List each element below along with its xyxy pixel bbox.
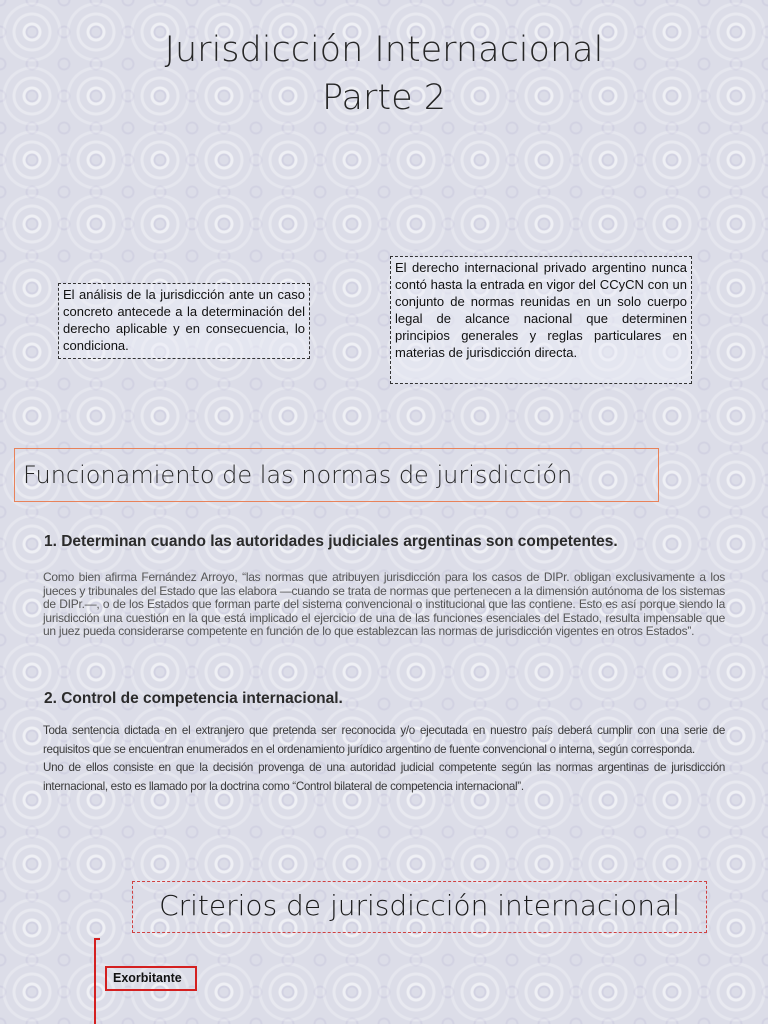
section-title-funcionamiento: Funcionamiento de las normas de jurisdicción (14, 448, 659, 502)
item-1-heading: 1. Determinan cuando las autoridades judiciales argentinas son competentes. (44, 533, 618, 550)
note-box-jurisdiction-analysis: El análisis de la jurisdicción ante un caso concreto antecede a la determinación del derecho aplicable y en consecuencia, lo condiciona. (58, 283, 310, 359)
title-line-2: Parte 2 (321, 78, 447, 118)
item-2-paragraphs (43, 722, 725, 796)
criterios-bracket (94, 938, 100, 1024)
item-2-paragraph-1: Toda sentencia dictada en el extranjero que pretenda ser reconocida y/o ejecutada en nuestro país deberá cumplir con una serie de requisitos que se encuentran enumerados en el ordenamiento jurídico argentino de fuente convencional o interna, según corresponda. (43, 724, 725, 756)
item-1-paragraph: Como bien afirma Fernández Arroyo, “las normas que atribuyen jurisdicción para los casos de DIPr. obligan exclusivamente a los jueces y tribunales del Estado que las elabora —cuando se trata de normas que pertenecen a la dimensión autónoma de los sistemas de DIPr.—, o de los Estados que forman parte del sistema convencional o institucional que las contiene. Esto es así porque siendo la jurisdicción una cuestión en la que está implicado el ejercicio de una de las funciones esenciales del Estado, resulta impensable que un juez pueda considerarse competente en función de lo que establezcan las normas de jurisdicción vigentes en otros Estados”. (43, 570, 725, 639)
item-2-paragraph-2: Uno de ellos consiste en que la decisión provenga de una autoridad judicial competente según las normas argentinas de jurisdicción internacional, esto es llamado por la doctrina como “Control bilateral de competencia internacional”. (43, 761, 725, 793)
note-box-dip-argentino: El derecho internacional privado argentino nunca contó hasta la entrada en vigor del CCyCN con un conjunto de normas reunidas en un solo cuerpo legal de alcance nacional que determinen principios generales y reglas particulares en materias de jurisdicción directa. (390, 256, 692, 384)
criterio-exorbitante-label: Exorbitante (105, 966, 197, 991)
title-line-1: Jurisdicción Internacional (164, 30, 604, 70)
item-2-heading: 2. Control de competencia internacional. (44, 690, 343, 707)
page-title (0, 26, 768, 122)
criterios-title: Criterios de jurisdicción internacional (132, 881, 707, 933)
